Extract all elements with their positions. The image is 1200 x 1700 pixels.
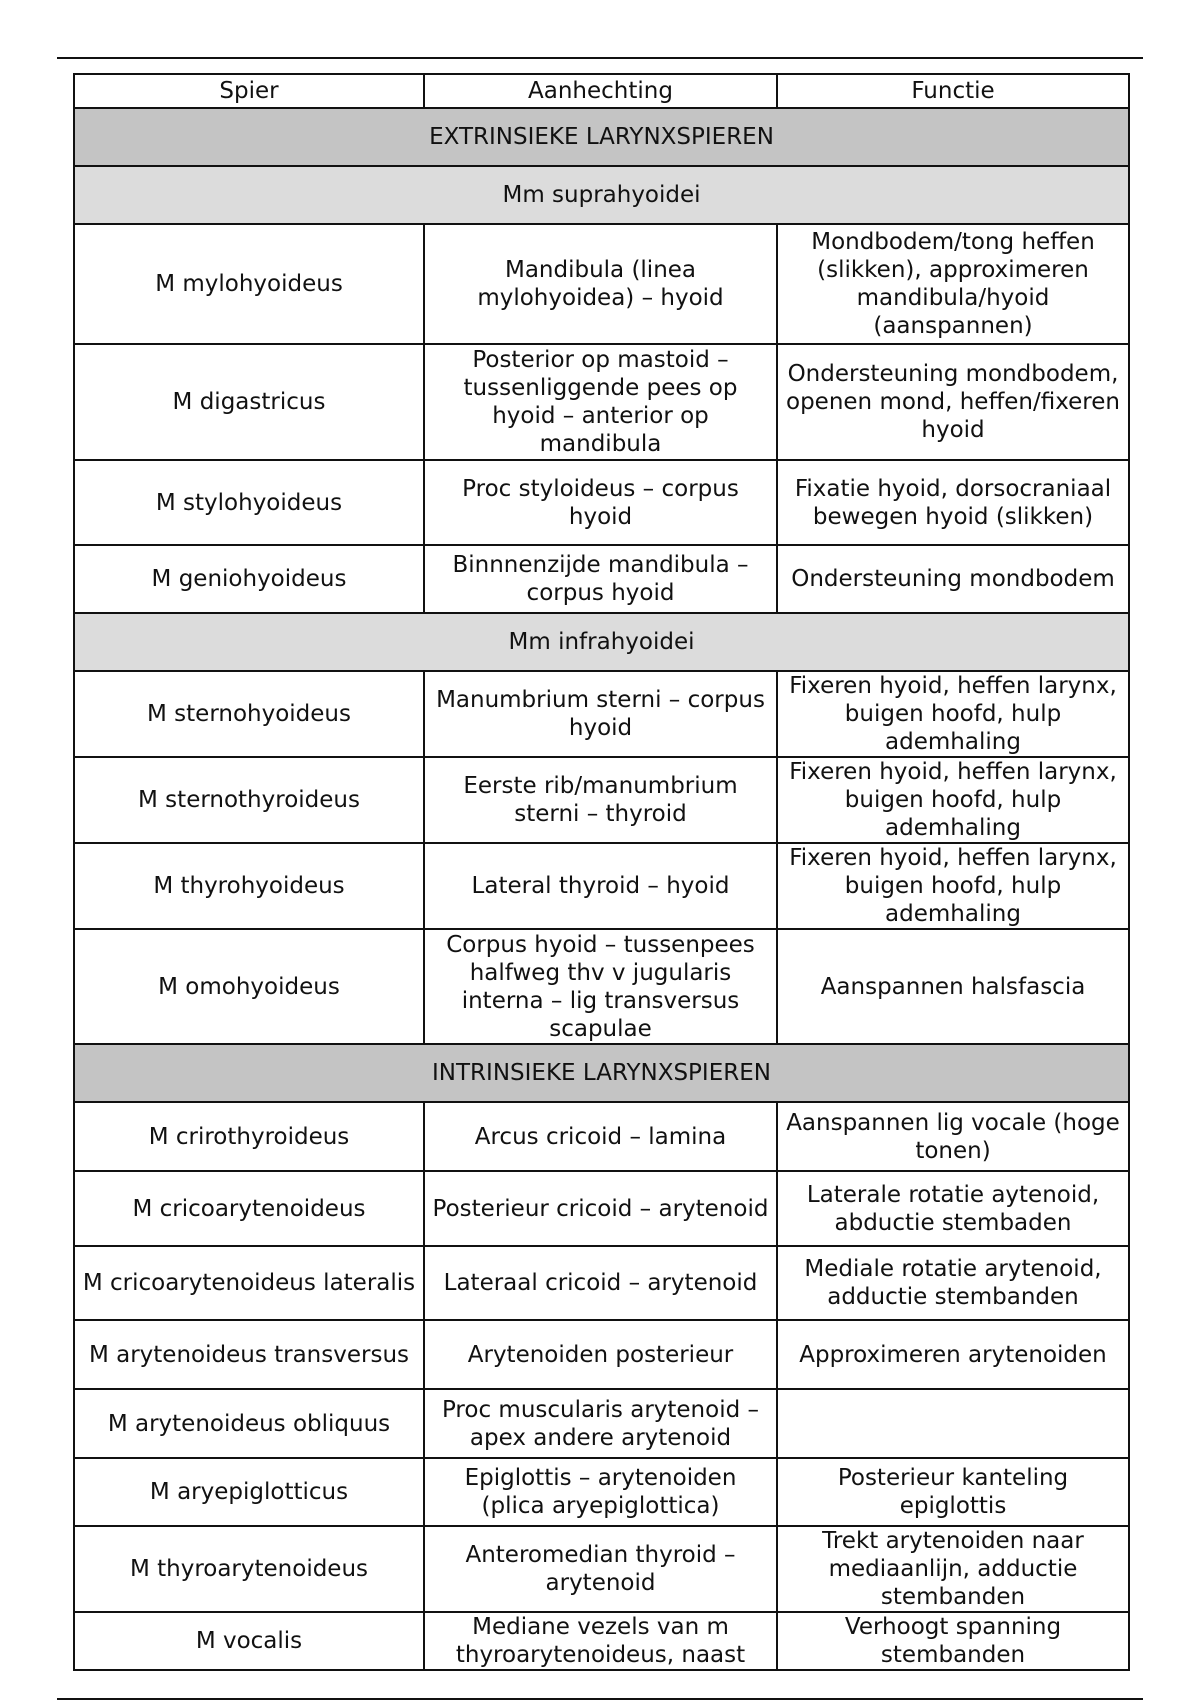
cell-functie: Trekt arytenoiden naar mediaanlijn, adductie stembanden (777, 1526, 1129, 1612)
cell-functie: Approximeren arytenoiden (777, 1320, 1129, 1389)
cell-spier: M arytenoideus transversus (74, 1320, 424, 1389)
cell-spier: M cricoarytenoideus lateralis (74, 1246, 424, 1320)
cell-functie: Aanspannen halsfascia (777, 929, 1129, 1044)
cell-spier: M arytenoideus obliquus (74, 1389, 424, 1458)
section-intrinsic (74, 1044, 1129, 1102)
cell-aanhechting: Proc styloideus – corpus hyoid (424, 460, 777, 545)
cell-aanhechting: Eerste rib/manumbrium sterni – thyroid (424, 757, 777, 843)
cell-functie: Fixeren hyoid, heffen larynx, buigen hoofd, hulp ademhaling (777, 757, 1129, 843)
table-row (74, 545, 1129, 613)
cell-functie: Posterieur kanteling epiglottis (777, 1458, 1129, 1526)
cell-functie: Fixeren hyoid, heffen larynx, buigen hoofd, hulp ademhaling (777, 671, 1129, 757)
table-row (74, 929, 1129, 1044)
table-row (74, 224, 1129, 344)
table-row (74, 1320, 1129, 1389)
cell-functie: Laterale rotatie aytenoid, abductie stembaden (777, 1171, 1129, 1246)
cell-functie: Ondersteuning mondbodem (777, 545, 1129, 613)
cell-functie: Mediale rotatie arytenoid, adductie stembanden (777, 1246, 1129, 1320)
cell-spier: M aryepiglotticus (74, 1458, 424, 1526)
table-row (74, 1246, 1129, 1320)
section-title: EXTRINSIEKE LARYNXSPIEREN (74, 108, 1129, 166)
cell-aanhechting: Manumbrium sterni – corpus hyoid (424, 671, 777, 757)
subsection-title: Mm infrahyoidei (74, 613, 1129, 671)
header-aanhechting: Aanhechting (424, 74, 777, 108)
cell-functie: Fixatie hyoid, dorsocraniaal bewegen hyoid (slikken) (777, 460, 1129, 545)
cell-aanhechting: Proc muscularis arytenoid – apex andere arytenoid (424, 1389, 777, 1458)
cell-aanhechting: Binnnenzijde mandibula – corpus hyoid (424, 545, 777, 613)
table-row (74, 1612, 1129, 1670)
cell-spier: M crirothyroideus (74, 1102, 424, 1171)
cell-functie: Mondbodem/tong heffen (slikken), approximeren mandibula/hyoid (aanspannen) (777, 224, 1129, 344)
header-functie: Functie (777, 74, 1129, 108)
table-row (74, 1171, 1129, 1246)
cell-spier: M geniohyoideus (74, 545, 424, 613)
header-spier: Spier (74, 74, 424, 108)
section-title: INTRINSIEKE LARYNXSPIEREN (74, 1044, 1129, 1102)
cell-spier: M digastricus (74, 344, 424, 460)
cell-aanhechting: Corpus hyoid – tussenpees halfweg thv v jugularis interna – lig transversus scapulae (424, 929, 777, 1044)
cell-functie: Ondersteuning mondbodem, openen mond, heffen/fixeren hyoid (777, 344, 1129, 460)
table-row (74, 1102, 1129, 1171)
cell-functie: Verhoogt spanning stembanden (777, 1612, 1129, 1670)
cell-spier: M cricoarytenoideus (74, 1171, 424, 1246)
cell-aanhechting: Posterior op mastoid – tussenliggende pees op hyoid – anterior op mandibula (424, 344, 777, 460)
cell-functie: Fixeren hyoid, heffen larynx, buigen hoofd, hulp ademhaling (777, 843, 1129, 929)
cell-aanhechting: Lateral thyroid – hyoid (424, 843, 777, 929)
cell-spier: M sternohyoideus (74, 671, 424, 757)
cell-aanhechting: Arytenoiden posterieur (424, 1320, 777, 1389)
cell-functie (777, 1389, 1129, 1458)
table-row (74, 1526, 1129, 1612)
larynx-muscle-table (73, 73, 1130, 1671)
table-row (74, 671, 1129, 757)
table-row (74, 1389, 1129, 1458)
table-row (74, 460, 1129, 545)
cell-aanhechting: Epiglottis – arytenoiden (plica aryepiglottica) (424, 1458, 777, 1526)
cell-spier: M sternothyroideus (74, 757, 424, 843)
subsection-title: Mm suprahyoidei (74, 166, 1129, 224)
cell-spier: M vocalis (74, 1612, 424, 1670)
section-extrinsic (74, 108, 1129, 166)
table-row (74, 1458, 1129, 1526)
cell-aanhechting: Arcus cricoid – lamina (424, 1102, 777, 1171)
cell-spier: M thyroarytenoideus (74, 1526, 424, 1612)
cell-aanhechting: Mandibula (linea mylohyoidea) – hyoid (424, 224, 777, 344)
table-row (74, 757, 1129, 843)
table-row (74, 843, 1129, 929)
cell-spier: M mylohyoideus (74, 224, 424, 344)
subsection-infrahyoid (74, 613, 1129, 671)
cell-functie: Aanspannen lig vocale (hoge tonen) (777, 1102, 1129, 1171)
top-rule (57, 57, 1143, 59)
table-row (74, 344, 1129, 460)
cell-aanhechting: Lateraal cricoid – arytenoid (424, 1246, 777, 1320)
cell-spier: M thyrohyoideus (74, 843, 424, 929)
cell-aanhechting: Anteromedian thyroid – arytenoid (424, 1526, 777, 1612)
subsection-suprahyoid (74, 166, 1129, 224)
cell-aanhechting: Mediane vezels van m thyroarytenoideus, naast (424, 1612, 777, 1670)
cell-spier: M omohyoideus (74, 929, 424, 1044)
cell-spier: M stylohyoideus (74, 460, 424, 545)
table-header-row (74, 74, 1129, 108)
cell-aanhechting: Posterieur cricoid – arytenoid (424, 1171, 777, 1246)
